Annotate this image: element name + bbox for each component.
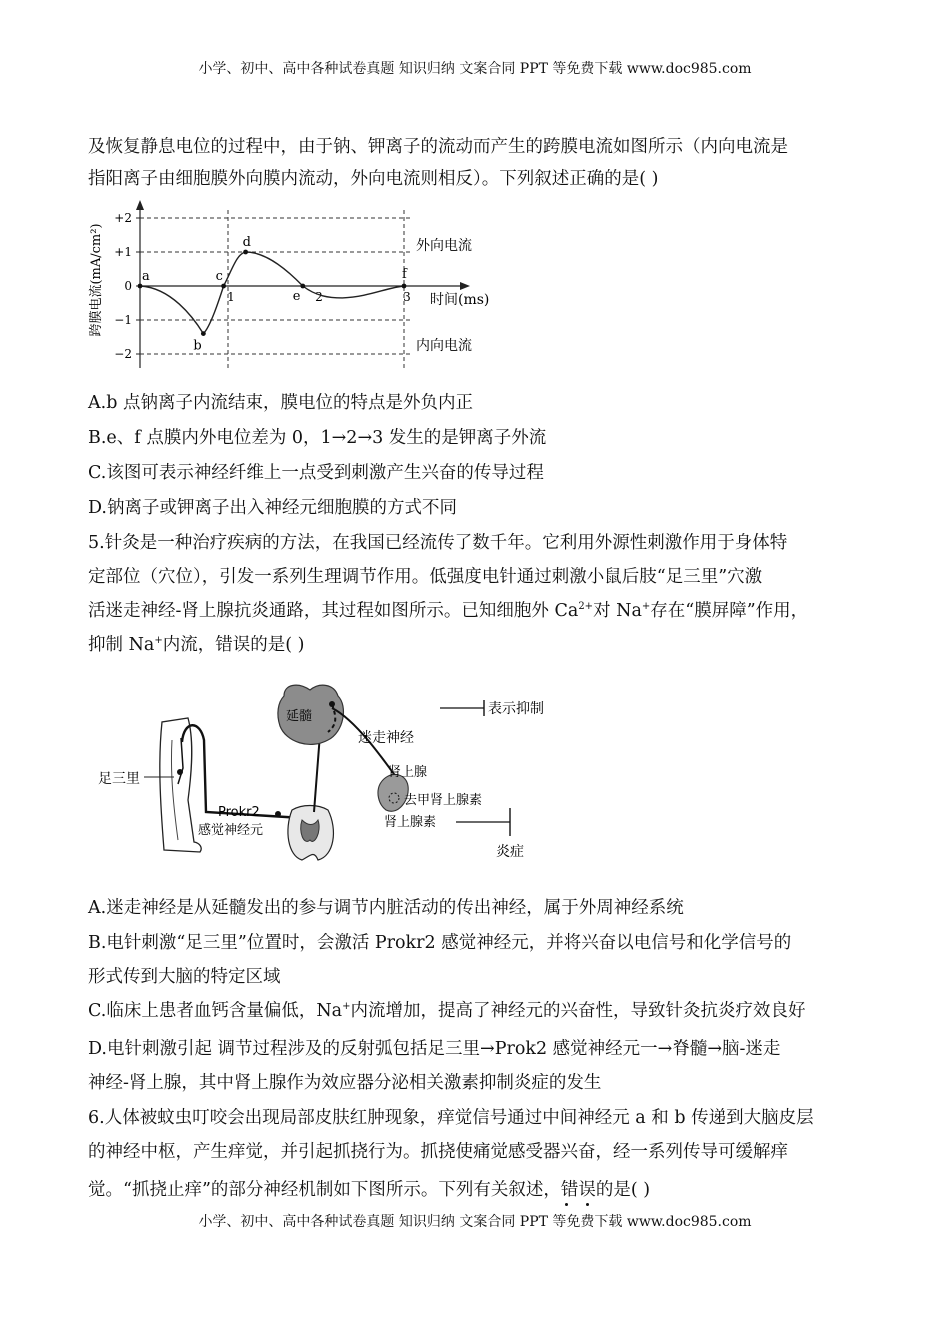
page-header: 小学、初中、高中各种试卷真题 知识归纳 文案合同 PPT 等免费下载 www.doc985.com — [198, 61, 752, 77]
medulla-label: 延髓 — [286, 709, 313, 724]
vagus-label: 迷走神经 — [358, 730, 414, 746]
point-f — [402, 284, 407, 289]
point-label-c: c — [215, 269, 223, 284]
q5-option-d-line-2: 神经-肾上腺，其中肾上腺作为效应器分泌相关激素抑制炎症的发生 — [88, 1073, 602, 1093]
prokr2-label: Prokr2 — [218, 805, 260, 820]
q5-stem-line-2: 定部位（穴位），引发一系列生理调节作用。低强度电针通过刺激小鼠后肢“足三里”穴激 — [88, 567, 763, 587]
y-tick-label: −2 — [114, 347, 132, 361]
point-c — [221, 284, 226, 289]
adrenaline-label: 肾上腺素 — [384, 815, 437, 830]
inward-current-label: 内向电流 — [416, 338, 472, 354]
leg-bone — [171, 740, 178, 840]
x-axis-label: 时间(ms) — [430, 292, 490, 308]
zusanli-point — [177, 769, 183, 775]
q5-stem-line-1: 5.针灸是一种治疗疾病的方法，在我国已经流传了数千年。它利用外源性刺激作用于身体特 — [88, 533, 788, 553]
current-curve — [140, 252, 404, 334]
zusanli-label: 足三里 — [98, 771, 140, 787]
y-tick-label: +1 — [114, 245, 132, 259]
q5-option-a: A.迷走神经是从延髓发出的参与调节内脏活动的传出神经，属于外周神经系统 — [88, 898, 684, 918]
q5-option-b-line-2: 形式传到大脑的特定区域 — [88, 967, 281, 987]
q4-option-c: C.该图可表示神经纤维上一点受到刺激产生兴奋的传导过程 — [88, 463, 544, 483]
pathway-diagram — [88, 680, 568, 874]
inflammation-label: 炎症 — [496, 844, 524, 860]
point-label-e: e — [292, 289, 301, 304]
legend-label: 表示抑制 — [488, 701, 544, 717]
nerve-in-leg — [178, 738, 183, 784]
point-label-f: f — [402, 267, 407, 282]
point-label-d: d — [242, 235, 251, 250]
q4-option-a: A.b 点钠离子内流结束，膜电位的特点是外负内正 — [88, 393, 473, 413]
q4-option-d: D.钠离子或钾离子出入神经元细胞膜的方式不同 — [88, 498, 457, 518]
current-chart-svg — [88, 198, 508, 373]
adrenal-label: 肾上腺 — [388, 765, 428, 780]
x-tick-label: 2 — [315, 290, 323, 304]
q5-stem-line-4: 抑制 Na+内流，错误的是( ) — [88, 635, 305, 655]
point-b — [201, 331, 206, 336]
point-label-b: b — [193, 338, 202, 354]
q6-stem-line-2: 的神经中枢，产生痒觉，并引起抓挠行为。抓挠使痛觉感受器兴奋，经一系列传导可缓解痒 — [88, 1142, 788, 1162]
q4-option-b: B.e、f 点膜内外电位差为 0，1→2→3 发生的是钾离子外流 — [88, 428, 547, 448]
x-tick-label: 1 — [227, 290, 235, 304]
x-tick-label: 3 — [403, 290, 411, 304]
q6-stem-line-1: 6.人体被蚊虫叮咬会出现局部皮肤红肿现象，痒觉信号通过中间神经元 a 和 b 传递到大脑皮层 — [88, 1108, 814, 1128]
y-axis-arrow — [136, 200, 144, 210]
emphasis-char-2: 误 — [578, 1180, 596, 1200]
sensory-neuron-label: 感觉神经元 — [198, 823, 264, 838]
q5-option-d-line-1: D.电针刺激引起 调节过程涉及的反射弧包括足三里→Prok2 感觉神经元一→脊髓→脑-迷走 — [88, 1039, 781, 1059]
y-axis-label: 跨膜电流(mA/cm²) — [89, 223, 104, 337]
q5-stem-line-3: 活迷走神经-肾上腺抗炎通路，其过程如图所示。已知细胞外 $Ca^{2+}$对 Na+存在“膜屏障”作用， — [88, 601, 809, 621]
q4-stem-line-2: 指阳离子由细胞膜外向膜内流动，外向电流则相反）。下列叙述正确的是( ) — [88, 169, 659, 189]
current-chart — [88, 198, 508, 377]
q6-stem-line-3: 觉。“抓挠止痒”的部分神经机制如下图所示。下列有关叙述，错误的是( ) — [88, 1180, 651, 1200]
point-label-a: a — [142, 269, 150, 284]
q4-stem-line-1: 及恢复静息电位的过程中，由于钠、钾离子的流动而产生的跨膜电流如图所示（内向电流是 — [88, 137, 788, 157]
point-d — [243, 250, 248, 255]
emphasis-char-1: 错 — [560, 1180, 579, 1200]
q5-option-b-line-1: B.电针刺激“足三里”位置时，会激活 Prokr2 感觉神经元，并将兴奋以电信号和化学信号的 — [88, 933, 792, 953]
point-a — [138, 284, 143, 289]
page-footer: 小学、初中、高中各种试卷真题 知识归纳 文案合同 PPT 等免费下载 www.doc985.com — [198, 1214, 752, 1230]
q5-option-c: C.临床上患者血钙含量偏低，Na+内流增加，提高了神经元的兴奋性，导致针灸抗炎疗效良好 — [88, 1001, 806, 1021]
noradrenaline-label: 去甲肾上腺素 — [404, 793, 483, 808]
x-axis-arrow — [460, 282, 470, 290]
outward-current-label: 外向电流 — [416, 238, 472, 254]
y-tick-label: −1 — [114, 313, 132, 327]
y-tick-label: 0 — [124, 279, 132, 293]
point-e — [300, 284, 305, 289]
y-tick-label: +2 — [114, 211, 132, 225]
